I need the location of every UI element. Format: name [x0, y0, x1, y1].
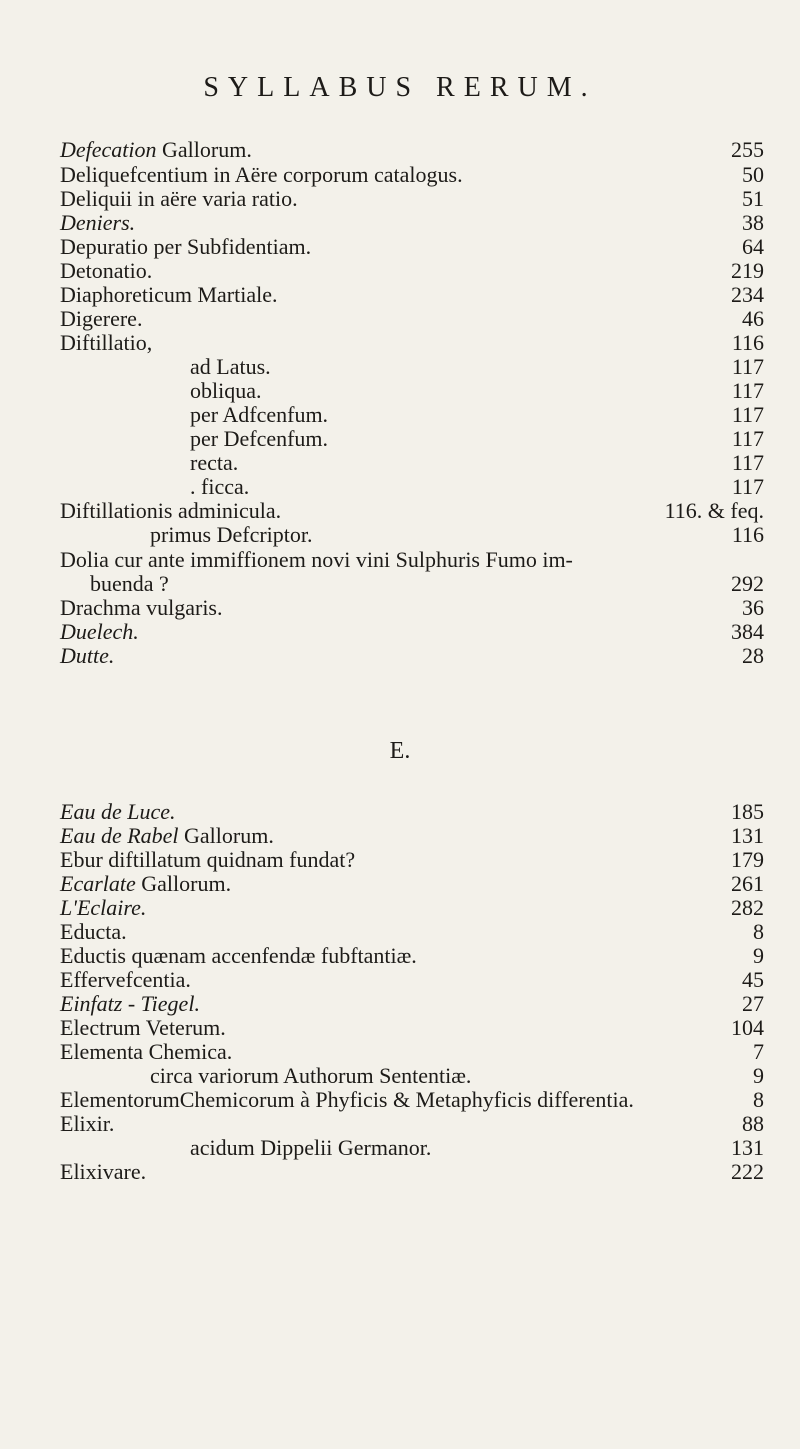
entry-term-text: buenda ? — [90, 571, 169, 596]
index-entry — [60, 427, 764, 451]
entry-page-number: 116. & feq. — [664, 498, 764, 523]
entry-term-text: ad Latus. — [190, 354, 271, 379]
index-entry — [60, 451, 764, 475]
entry-term — [60, 1112, 114, 1136]
entry-term-text: Electrum Veterum. — [60, 1015, 226, 1040]
entry-term — [190, 403, 328, 427]
entry-term — [190, 355, 271, 379]
index-entry — [60, 572, 764, 596]
entry-page-number: 255 — [731, 137, 764, 162]
entry-term — [60, 800, 175, 824]
entry-term-text: Elixivare. — [60, 1159, 147, 1184]
entry-term — [150, 523, 313, 547]
entry-term — [60, 307, 142, 331]
entry-term — [60, 848, 355, 872]
entry-term — [60, 331, 152, 355]
section-letter-e: E. — [389, 738, 411, 764]
entry-page-number: 131 — [731, 1135, 764, 1160]
entry-term-text: Effervefcentia. — [60, 967, 191, 992]
index-entry — [60, 896, 764, 920]
entry-term — [60, 1040, 232, 1064]
entry-page-number: 131 — [731, 823, 764, 848]
index-entry — [60, 499, 764, 523]
entry-page-number: 384 — [731, 619, 764, 644]
entry-page-number: 28 — [742, 643, 764, 668]
index-entry — [60, 548, 764, 572]
entry-page-number: 8 — [753, 919, 764, 944]
entry-term-text: ElementorumChemicorum à Phyficis & Metaphyficis differentia. — [60, 1087, 634, 1112]
entry-term-text: Deliquefcentium in Aëre corporum catalogus. — [60, 162, 463, 187]
entry-term — [60, 211, 135, 235]
entry-term-italic: Ecarlate — [60, 871, 136, 896]
index-entry — [60, 644, 764, 668]
index-entry — [60, 138, 764, 162]
entry-page-number: 282 — [731, 895, 764, 920]
index-entry — [60, 163, 764, 187]
entry-page-number: 261 — [731, 871, 764, 896]
entry-term — [60, 596, 223, 620]
index-entry — [60, 283, 764, 307]
entry-term-text: Elixir. — [60, 1111, 115, 1136]
index-entry — [60, 355, 764, 379]
index-entry — [60, 403, 764, 427]
entry-page-number: 179 — [731, 847, 764, 872]
entry-term-text: Gallorum. — [178, 823, 274, 848]
entry-term-text: Dolia cur ante immiffionem novi vini Sulphuris Fumo im- — [60, 547, 573, 572]
entry-term-text: Diftillatio, — [60, 330, 153, 355]
index-entry — [60, 620, 764, 644]
entry-term — [60, 283, 277, 307]
entry-term — [60, 499, 281, 523]
entry-term-text: acidum Dippelii Germanor. — [190, 1135, 432, 1160]
entry-term — [190, 427, 328, 451]
index-entry — [60, 259, 764, 283]
entry-term-italic: Duelech. — [60, 619, 139, 644]
entry-term — [60, 872, 231, 896]
entry-page-number: 292 — [731, 571, 764, 596]
index-entry — [60, 1160, 764, 1184]
index-entry — [60, 331, 764, 355]
entry-term-text: primus Defcriptor. — [150, 522, 313, 547]
entry-term — [60, 235, 311, 259]
index-entry — [60, 379, 764, 403]
entry-page-number: 45 — [742, 967, 764, 992]
entry-term — [60, 187, 298, 211]
index-entry — [60, 872, 764, 896]
entry-term — [60, 1088, 634, 1112]
index-entry — [60, 523, 764, 547]
entry-page-number: 117 — [731, 378, 764, 403]
entry-term-text: Digerere. — [60, 306, 143, 331]
entry-term — [190, 475, 249, 499]
entry-page-number: 219 — [731, 258, 764, 283]
entry-term-text: Drachma vulgaris. — [60, 595, 223, 620]
entry-term-text: Educta. — [60, 919, 127, 944]
entry-term — [60, 968, 191, 992]
entry-page-number: 38 — [742, 210, 764, 235]
entry-page-number: 116 — [731, 522, 764, 547]
entry-term-text: Deliquii in aëre varia ratio. — [60, 186, 298, 211]
index-entry — [60, 944, 764, 968]
entry-page-number: 117 — [731, 426, 764, 451]
index-entry — [60, 1016, 764, 1040]
entry-page-number: 9 — [753, 1063, 764, 1088]
entry-term — [190, 451, 238, 475]
index-entry — [60, 992, 764, 1016]
entry-page-number: 234 — [731, 282, 764, 307]
entry-term — [60, 824, 274, 848]
entry-term-text: Gallorum. — [135, 871, 232, 896]
entry-term — [60, 896, 146, 920]
entry-term-text: obliqua. — [190, 378, 262, 403]
entry-term — [190, 1136, 431, 1160]
entry-page-number: 117 — [731, 354, 764, 379]
entry-page-number: 116 — [731, 330, 764, 355]
entry-term-text: . ficca. — [190, 474, 250, 499]
entry-page-number: 104 — [731, 1015, 764, 1040]
entry-term — [90, 572, 169, 596]
entry-term-text: circa variorum Authorum Sententiæ. — [150, 1063, 472, 1088]
entry-page-number: 88 — [742, 1111, 764, 1136]
entry-term-text: Gallorum. — [156, 137, 252, 162]
entry-term — [60, 259, 152, 283]
entry-term — [60, 992, 200, 1016]
index-entry — [60, 596, 764, 620]
entry-page-number: 46 — [742, 306, 764, 331]
entry-term-text: Diaphoreticum Martiale. — [60, 282, 278, 307]
entry-page-number: 51 — [742, 186, 764, 211]
index-entry — [60, 800, 764, 824]
entry-term-text: Ebur diftillatum quidnam fundat? — [60, 847, 356, 872]
entry-term-text: Detonatio. — [60, 258, 153, 283]
entry-term-italic: Eau de Rabel — [60, 823, 179, 848]
entry-page-number: 222 — [731, 1159, 764, 1184]
index-entry — [60, 1064, 764, 1088]
entry-term — [60, 620, 139, 644]
entry-term-text: recta. — [190, 450, 239, 475]
entry-term — [60, 163, 463, 187]
index-entry — [60, 307, 764, 331]
entry-term-italic: Defecation — [60, 137, 157, 162]
entry-term-italic: Deniers. — [60, 210, 136, 235]
entry-page-number: 36 — [742, 595, 764, 620]
index-entry — [60, 920, 764, 944]
entry-term-text: Diftillationis adminicula. — [60, 498, 282, 523]
entry-page-number: 7 — [753, 1039, 764, 1064]
entry-term — [60, 1160, 146, 1184]
index-entry — [60, 1136, 764, 1160]
index-entry — [60, 475, 764, 499]
index-entry — [60, 968, 764, 992]
entry-page-number: 8 — [753, 1087, 764, 1112]
index-entry — [60, 1088, 764, 1112]
entry-term — [60, 920, 127, 944]
entry-page-number: 64 — [742, 234, 764, 259]
entry-page-number: 117 — [731, 450, 764, 475]
entry-page-number: 27 — [742, 991, 764, 1016]
entry-term-text: per Adfcenfum. — [190, 402, 329, 427]
entry-term — [60, 138, 252, 162]
entry-term-italic: Einfatz - Tiegel. — [60, 991, 200, 1016]
entry-term-text: per Defcenfum. — [190, 426, 329, 451]
index-entry — [60, 1040, 764, 1064]
entry-term — [60, 944, 417, 968]
index-entry — [60, 211, 764, 235]
entry-page-number: 117 — [731, 402, 764, 427]
index-entry — [60, 848, 764, 872]
entry-term-italic: Eau de Luce. — [60, 799, 176, 824]
running-header: SYLLABUS RERUM. — [203, 72, 597, 103]
entry-term — [60, 644, 114, 668]
entry-term-italic: L'Eclaire. — [60, 895, 147, 920]
index-entry — [60, 1112, 764, 1136]
index-entry — [60, 824, 764, 848]
entry-page-number: 9 — [753, 943, 764, 968]
entry-page-number: 50 — [742, 162, 764, 187]
entry-term-text: Elementa Chemica. — [60, 1039, 233, 1064]
entry-term — [60, 548, 573, 572]
entry-term-italic: Dutte. — [60, 643, 115, 668]
entry-term-text: Depuratio per Subfidentiam. — [60, 234, 312, 259]
entry-term — [150, 1064, 471, 1088]
entry-page-number: 185 — [731, 799, 764, 824]
index-entry — [60, 187, 764, 211]
entry-term — [60, 1016, 226, 1040]
entry-term — [190, 379, 262, 403]
index-entry — [60, 235, 764, 259]
entry-term-text: Eductis quænam accenfendæ fubftantiæ. — [60, 943, 417, 968]
entry-page-number: 117 — [731, 474, 764, 499]
